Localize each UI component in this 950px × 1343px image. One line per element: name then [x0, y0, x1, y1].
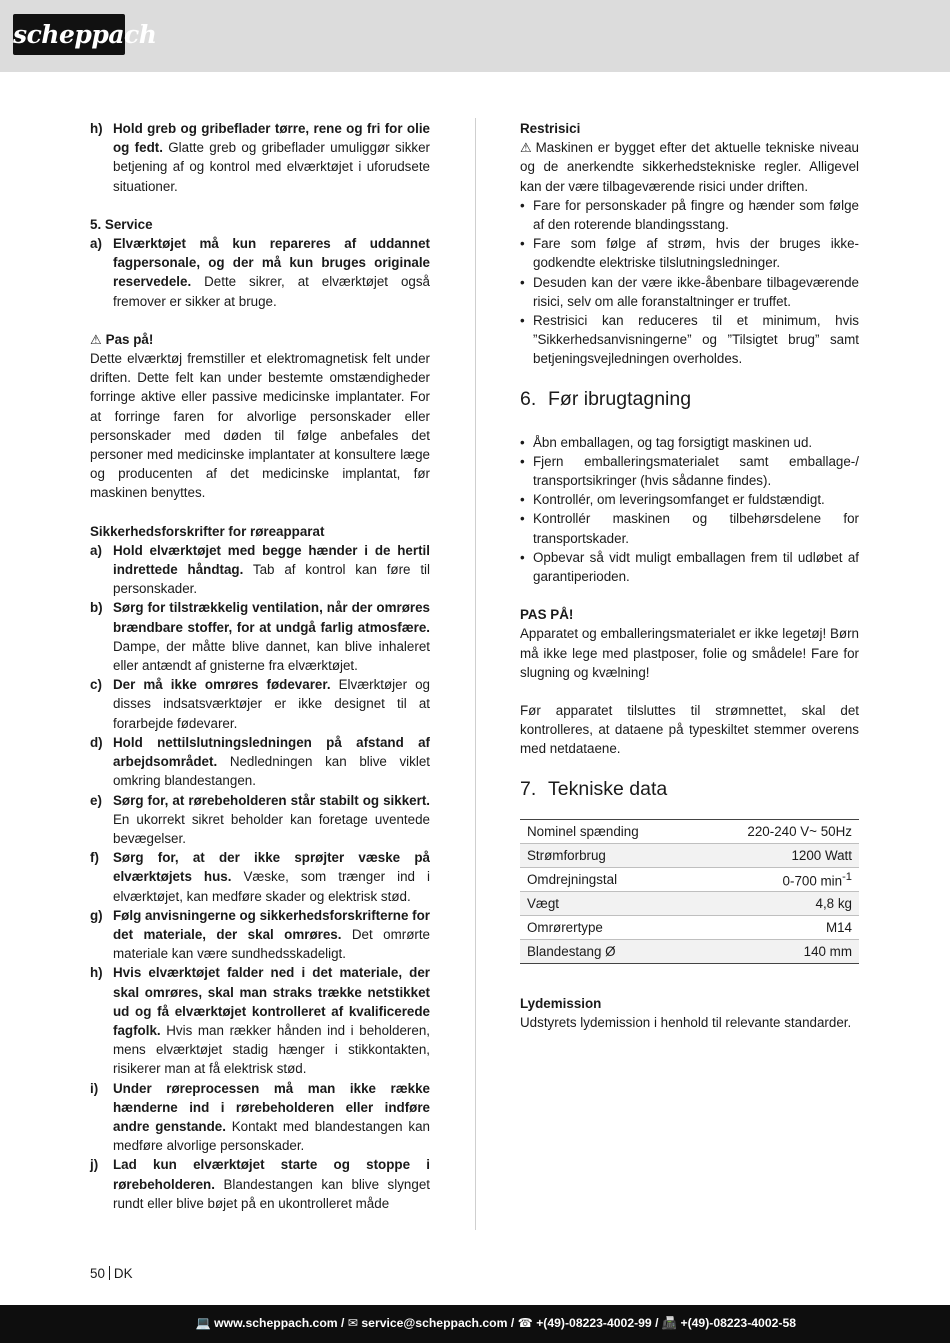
restrisici-heading: Restrisici — [520, 121, 581, 136]
caution-text: Dette elværktøj fremstiller et elektromagnetisk felt under driften. Dette felt kan under bestemte omstændigheder forringe aktive eller passive medicinske implantater. For at forringe faren for alvorlige personskader eller personskader med døden til følge anbefales det personer med medicinske implantater at konsultere læge og producenten af det medicinske implantat, før maskinen benyttes. — [90, 351, 430, 501]
footer-contact: 💻 www.scheppach.com / ✉ service@scheppach.com / ☎ +(49)-08223-4002-99 / 📠 +(49)-08223-4002-58 — [195, 1316, 796, 1330]
bullet-text: Fjern emballeringsmaterialet samt emballage-/ transportsikringer (hvis sådanne findes). — [533, 453, 859, 489]
phone-icon: ☎ — [517, 1316, 533, 1330]
list-label: h) — [90, 121, 103, 136]
list-item — [90, 1079, 430, 1156]
list-label: j) — [90, 1157, 99, 1173]
spec-value-cell — [694, 891, 859, 915]
section-number: 7. — [520, 777, 537, 800]
section-6-heading — [520, 387, 859, 411]
spec-label: Blandestang Ø — [520, 939, 694, 963]
list-text: Nedledningen kan blive viklet omkring blandestangen. — [113, 754, 430, 789]
bullet-item — [520, 548, 859, 586]
bullet-icon: • — [520, 313, 525, 329]
footer-phone: +(49)-08223-4002-99 — [536, 1316, 652, 1330]
section-number: 6. — [520, 387, 537, 410]
list-item — [90, 963, 430, 1078]
spec-value-cell — [694, 867, 859, 891]
spec-value: 4,8 kg — [815, 895, 852, 911]
paspa-heading: PAS PÅ! — [520, 607, 574, 623]
bullet-item — [520, 433, 859, 452]
list-bold-text: Sørg for tilstrækkelig ventilation, når der omrøres brændbare stoffer, for at undgå farlig atmosfære. — [113, 600, 430, 635]
list-label: g) — [90, 907, 103, 923]
list-bold-text: Der må ikke omrøres fødevarer. — [113, 677, 331, 693]
list-bold-text: Hold nettilslutningsledningen på afstand af arbejdsområdet. — [113, 734, 430, 770]
bullet-item — [520, 196, 859, 234]
list-body — [113, 1079, 430, 1156]
spec-label: Strømforbrug — [520, 843, 694, 867]
list-bold-text: Elværktøjet må kun repareres af uddannet fagpersonale, og der må kun bruges originale reservedele. — [113, 236, 430, 290]
list-label: a) — [90, 542, 102, 558]
list-bold-text: Lad kun elværktøjet starte og stoppe i rørebeholderen. — [113, 1157, 430, 1192]
list-body — [113, 598, 430, 675]
page-number-value: 50 — [90, 1266, 105, 1281]
bullet-icon: • — [520, 511, 525, 527]
footer-web-link[interactable]: www.scheppach.com — [214, 1316, 338, 1330]
list-body — [113, 675, 430, 733]
bullet-item — [520, 509, 859, 547]
connect-text: Før apparatet tilsluttes til strømnettet, skal det kontrolleres, at dataene på typeskiltet stemmer overens med netdataene. — [520, 703, 859, 757]
list-text: Blandestangen kan blive slynget rundt eller blive bøjet på en ukontrolleret måde — [113, 1176, 430, 1211]
table-row — [520, 939, 859, 963]
page-language: DK — [113, 1266, 133, 1281]
table-row — [520, 915, 859, 939]
list-bold-text: Hold greb og gribeflader tørre, rene og fri for olie og fedt. — [113, 121, 430, 156]
spec-label: Vægt — [520, 891, 694, 915]
list-body — [113, 541, 430, 599]
bullet-text: Kontrollér, om leveringsomfanget er fuldstændigt. — [533, 492, 825, 508]
left-column — [90, 119, 430, 1213]
spec-value: M14 — [825, 919, 852, 935]
list-item — [90, 906, 430, 964]
spec-value-cell — [694, 915, 859, 939]
fax-icon: 📠 — [661, 1316, 678, 1330]
table-row — [520, 819, 859, 843]
list-text: Væske, som trænger ind i elværktøjet, kan medføre skader og elektrisk stød. — [113, 869, 431, 904]
list-label: i) — [90, 1080, 99, 1096]
list-text: En ukorrekt sikret beholder kan foretage uventede bevægelser. — [113, 811, 430, 846]
list-bold-text: Sørg for, at der ikke sprøjter væske på elværktøjets hus. — [113, 850, 430, 885]
spec-value-cell — [694, 939, 859, 963]
bullet-item — [520, 311, 859, 369]
list-item — [90, 733, 430, 791]
list-text: Hvis man rækker hånden ind i beholderen, mens elværktøjet stadig hænger i stikkontakten, risikerer man at få elektrisk stød. — [113, 1022, 430, 1077]
list-body — [113, 1155, 430, 1213]
caution-heading-row — [90, 330, 430, 349]
list-label: h) — [90, 965, 103, 981]
bullet-icon: • — [520, 453, 525, 469]
tech-data-table — [520, 819, 859, 964]
bullet-item — [520, 452, 859, 490]
footer-bar — [0, 1305, 950, 1343]
footer-email-link[interactable]: service@scheppach.com — [361, 1316, 508, 1330]
list-text: Dampe, der måtte blive dannet, kan blive inhaleret eller antændt af gnisterne fra elværktøjet. — [113, 638, 430, 674]
list-body — [113, 906, 430, 964]
lyd-heading: Lydemission — [520, 995, 602, 1011]
list-body — [113, 791, 430, 849]
bullet-icon: • — [520, 197, 525, 213]
list-label: c) — [90, 677, 102, 693]
bullet-icon: • — [520, 236, 525, 252]
restrisici-list — [520, 196, 859, 369]
list-body — [113, 848, 430, 906]
list-item — [90, 791, 430, 849]
section-title: Tekniske data — [548, 777, 668, 800]
page-number — [90, 1266, 133, 1281]
column-divider — [475, 118, 476, 1230]
bullet-item — [520, 273, 859, 311]
lyd-text: Udstyrets lydemission i henhold til relevante standarder. — [520, 1014, 852, 1030]
table-row — [520, 891, 859, 915]
paspa-text: Apparatet og emballeringsmaterialet er ikke legetøj! Børn må ikke lege med plastposer, folie og smådele! Fare for slugning og kvælning! — [520, 626, 859, 680]
list-item — [90, 1155, 430, 1213]
bullet-text: Fare som følge af strøm, hvis der bruges ikke-godkendte elektriske tilslutningsledninger. — [533, 236, 859, 271]
table-row — [520, 867, 859, 891]
bullet-item — [520, 234, 859, 272]
bullet-icon: • — [520, 274, 525, 290]
section-title: Før ibrugtagning — [548, 387, 692, 410]
list-label: e) — [90, 792, 102, 808]
list-item — [90, 848, 430, 906]
spec-value-cell — [694, 819, 859, 843]
service-heading: 5. Service — [90, 216, 153, 232]
list-item — [90, 234, 430, 311]
bullet-item — [520, 490, 859, 509]
bullet-text: Fare for personskader på fingre og hænder som følge af den roterende blandingsstang. — [533, 197, 859, 233]
list-body — [113, 963, 430, 1078]
list-label: f) — [90, 850, 99, 866]
spec-label: Omrørertype — [520, 915, 694, 939]
bullet-icon: • — [520, 492, 525, 508]
spec-value: 1200 Watt — [791, 847, 852, 863]
bullet-text: Opbevar så vidt muligt emballagen frem til udløbet af garantiperioden. — [533, 549, 859, 585]
list-label: b) — [90, 600, 103, 616]
list-body — [113, 733, 430, 791]
list-item — [90, 675, 430, 733]
brand-logo: scheppach — [13, 14, 125, 55]
warning-triangle-icon: ⚠ — [520, 140, 532, 156]
spec-label: Omdrejningstal — [520, 867, 694, 891]
caution-heading: Pas på! — [105, 331, 154, 347]
bullet-text: Desuden kan der være ikke-åbenbare tilbageværende risici, selv om alle foranstaltninger er truffet. — [533, 274, 859, 309]
list-bold-text: Hvis elværktøjet falder ned i det materiale, der skal omrøres, skal man straks trække netstikket ud og få elværktøjet kontrolleret af kvalificerede fagfolk. — [113, 965, 430, 1038]
right-column — [520, 119, 859, 1032]
bullet-text: Åbn emballagen, og tag forsigtigt maskinen ud. — [533, 434, 813, 450]
safety-list — [90, 541, 430, 1213]
warning-triangle-icon: ⚠ — [90, 331, 102, 347]
list-item — [90, 541, 430, 599]
list-text: Dette sikrer, at elværktøjet også fremover er sikker at bruge. — [113, 274, 430, 309]
list-item — [90, 119, 430, 196]
list-text: Kontakt med blandestangen kan medføre alvorlige personskader. — [113, 1118, 430, 1154]
list-bold-text: Hold elværktøjet med begge hænder i de hertil indrettede håndtag. — [113, 542, 430, 578]
table-row — [520, 843, 859, 867]
restrisici-text-row — [520, 138, 859, 196]
spec-value: 220-240 V~ 50Hz — [747, 823, 852, 839]
computer-icon: 💻 — [195, 1316, 211, 1330]
list-bold-text: Sørg for, at rørebeholderen står stabilt og sikkert. — [113, 792, 430, 808]
footer-fax: +(49)-08223-4002-58 — [680, 1316, 796, 1330]
list-text: Det omrørte materiale kan være sundhedsskadeligt. — [113, 926, 430, 962]
safety-heading: Sikkerhedsforskrifter for røreapparat — [90, 523, 325, 539]
restrisici-text: Maskinen er bygget efter det aktuelle tekniske niveau og de anerkendte sikkerhedstekniske regler. Alligevel kan der være tilbageværende risici under driften. — [520, 140, 859, 194]
list-label: d) — [90, 734, 103, 750]
email-icon: ✉ — [347, 1316, 359, 1330]
list-label: a) — [90, 236, 102, 252]
spec-label: Nominel spænding — [520, 819, 694, 843]
list-bold-text: Under røreprocessen må man ikke række hænderne ind i rørebeholderen eller indføre andre genstande. — [113, 1080, 430, 1134]
list-text: Elværktøjer og disses indsatsværktøjer er ikke designet til at forarbejde fødevarer. — [113, 677, 431, 731]
bullet-icon: • — [520, 549, 525, 565]
bullet-text: Kontrollér maskinen og tilbehørsdelene for transportskader. — [533, 511, 859, 546]
spec-value: 140 mm — [803, 943, 852, 959]
bullet-text: Restrisici kan reduceres til et minimum, hvis ”Sikkerhedsanvisningerne” og ”Tilsigtet brug” samt betjeningsvejledningen overholdes. — [533, 313, 859, 367]
section-6-list — [520, 433, 859, 587]
section-7-heading — [520, 777, 859, 801]
list-text: Glatte greb og gribeflader umuliggør sikker betjening af og kontrol med elværktøjet i uforudsete situationer. — [113, 140, 430, 194]
list-item — [90, 598, 430, 675]
spec-value-sup: -1 — [842, 870, 852, 883]
list-bold-text: Følg anvisningerne og sikkerhedsforskrifterne for det materiale, der skal omrøres. — [113, 907, 430, 942]
spec-value-cell — [694, 843, 859, 867]
bullet-icon: • — [520, 434, 525, 450]
spec-value: 0-700 min — [782, 873, 843, 889]
list-text: Tab af kontrol kan føre til personskader. — [113, 562, 430, 597]
